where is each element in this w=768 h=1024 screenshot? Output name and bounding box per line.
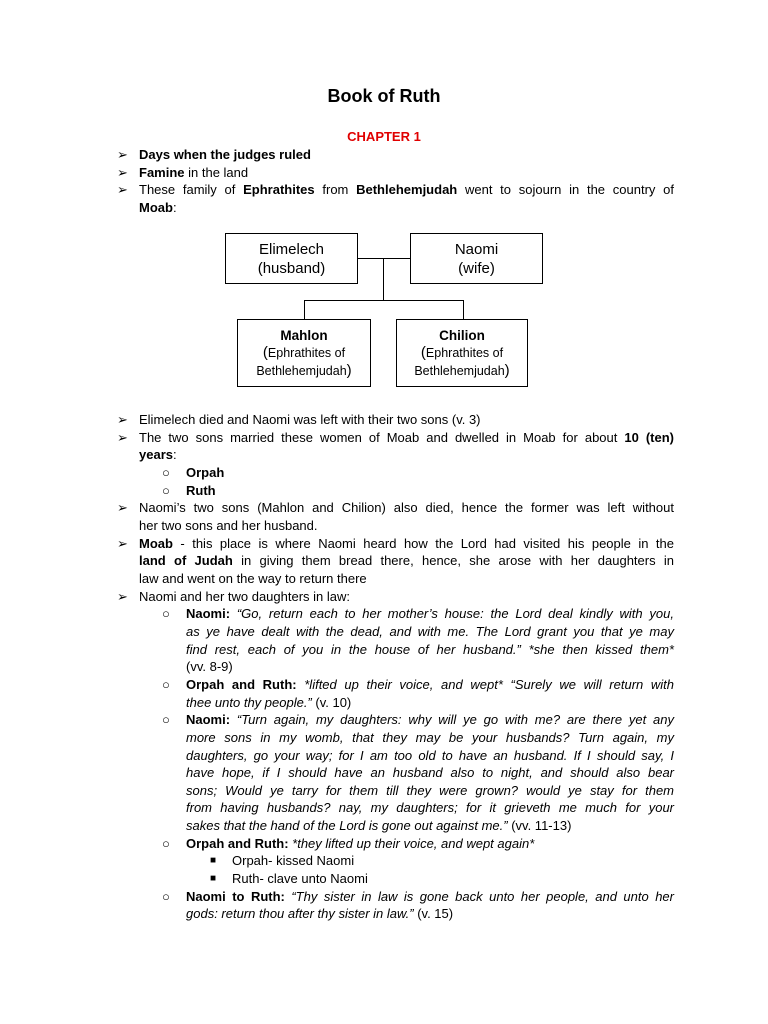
ruth-action: Ruth- clave unto Naomi (232, 871, 368, 886)
square-bullet-icon: ■ (210, 873, 217, 884)
bullet-judges: Days when the judges ruled (139, 147, 311, 162)
dialogue-naomi-2-line7: sakes that the hand of the Lord is gone out against me.” (vv. 11-13) (186, 818, 572, 833)
dialogue-naomi-1-ref: (vv. 8-9) (186, 659, 233, 674)
dialogue-naomi-2-line4: have hope, if I should have an husband also to night, and should also bear (186, 765, 674, 780)
bullet-ephrathites-line2: Moab: (139, 200, 177, 215)
node-origin: Bethlehemjudah) (414, 362, 510, 379)
node-origin: Bethlehemjudah) (256, 362, 352, 379)
arrow-bullet-icon: ➢ (117, 536, 128, 551)
dialogue-naomi-1-line1: Naomi: “Go, return each to her mother’s house: the Lord deal kindly with you, (186, 606, 674, 621)
tree-sibling-line (304, 300, 464, 301)
tree-node-mahlon (237, 319, 371, 387)
bullet-married-line1: The two sons married these women of Moab and dwelled in Moab for about 10 (ten) (139, 430, 674, 445)
circle-bullet-icon: ○ (162, 465, 170, 480)
node-name: Elimelech (258, 241, 325, 258)
tree-child-line (463, 300, 464, 320)
node-name: Naomi (454, 241, 499, 258)
dialogue-naomi-2-line3: daughters, go your way; for I am too old to have an husband. If I should say, I (186, 748, 674, 763)
orpah-action: Orpah- kissed Naomi (232, 853, 355, 868)
arrow-bullet-icon: ➢ (117, 147, 128, 162)
circle-bullet-icon: ○ (162, 677, 170, 692)
circle-bullet-icon: ○ (162, 889, 170, 904)
tree-node-chilion (396, 319, 528, 387)
circle-bullet-icon: ○ (162, 606, 170, 621)
bullet-elimelech-died: Elimelech died and Naomi was left with their two sons (v. 3) (139, 412, 481, 427)
bullet-sons-died-line1: Naomi’s two sons (Mahlon and Chilion) also died, hence the former was left without (139, 500, 674, 515)
node-origin: (Ephrathites of (262, 344, 346, 361)
tree-child-line (304, 300, 305, 320)
node-name: Chilion (439, 328, 485, 343)
circle-bullet-icon: ○ (162, 836, 170, 851)
dialogue-naomi-to-ruth-line1: Naomi to Ruth: “Thy sister in law is gone back unto her people, and unto her (186, 889, 674, 904)
dialogue-naomi-2-line6: from having husbands? nay, my daughters; for it grieveth me much for your (186, 800, 674, 815)
tree-descent-line (383, 258, 384, 301)
node-name: Mahlon (280, 328, 328, 343)
wife-orpah: Orpah (186, 465, 225, 480)
circle-bullet-icon: ○ (162, 712, 170, 727)
document-title: Book of Ruth (327, 86, 441, 106)
wife-ruth: Ruth (186, 483, 216, 498)
bullet-daughters: Naomi and her two daughters in law: (139, 589, 351, 604)
node-origin: (Ephrathites of (420, 344, 504, 361)
bullet-ephrathites-line1: These family of Ephrathites from Bethlehemjudah went to sojourn in the country of (139, 182, 674, 197)
dialogue-naomi-2-line2: more sons in my womb, that they may be your husbands? Turn again, my (186, 730, 674, 745)
tree-node-elimelech (225, 233, 358, 284)
square-bullet-icon: ■ (210, 855, 217, 866)
bullet-moab-line3: law and went on the way to return there (139, 571, 367, 586)
tree-marriage-line (357, 258, 411, 259)
tree-node-naomi (410, 233, 543, 284)
dialogue-naomi-1-line2: as ye have dealt with the dead, and with me. The Lord grant you that ye may (186, 624, 674, 639)
circle-bullet-icon: ○ (162, 483, 170, 498)
bullet-moab-line2: land of Judah in giving them bread there, hence, she arose with her daughters in (139, 553, 675, 568)
dialogue-naomi-2-line1: Naomi: “Turn again, my daughters: why will ye go with me? are there yet any (186, 712, 674, 727)
arrow-bullet-icon: ➢ (117, 412, 128, 427)
arrow-bullet-icon: ➢ (117, 430, 128, 445)
arrow-bullet-icon: ➢ (117, 589, 128, 604)
bullet-married-line2: years: (139, 447, 177, 462)
dialogue-orpah-ruth-1-line1: Orpah and Ruth: *lifted up their voice, and wept* “Surely we will return with (186, 677, 675, 692)
dialogue-naomi-to-ruth-line2: gods: return thou after thy sister in law.” (v. 15) (186, 906, 454, 921)
arrow-bullet-icon: ➢ (117, 500, 128, 515)
dialogue-naomi-1-line3: find rest, each of you in the house of her husband.” *she then kissed them* (186, 642, 674, 657)
arrow-bullet-icon: ➢ (117, 165, 128, 180)
dialogue-naomi-2-line5: sons; Would ye tarry for them till they were grown? would ye stay for them (186, 783, 674, 798)
chapter-heading: CHAPTER 1 (347, 129, 421, 144)
arrow-bullet-icon: ➢ (117, 182, 128, 197)
node-role: (wife) (458, 260, 495, 277)
bullet-sons-died-line2: her two sons and her husband. (139, 518, 318, 533)
bullet-famine: Famine in the land (139, 165, 249, 180)
dialogue-orpah-ruth-2: Orpah and Ruth: *they lifted up their voice, and wept again* (186, 836, 535, 851)
node-role: (husband) (257, 260, 326, 277)
bullet-moab-line1: Moab - this place is where Naomi heard how the Lord had visited his people in the (139, 536, 674, 551)
dialogue-orpah-ruth-1-line2: thee unto thy people.” (v. 10) (186, 695, 352, 710)
